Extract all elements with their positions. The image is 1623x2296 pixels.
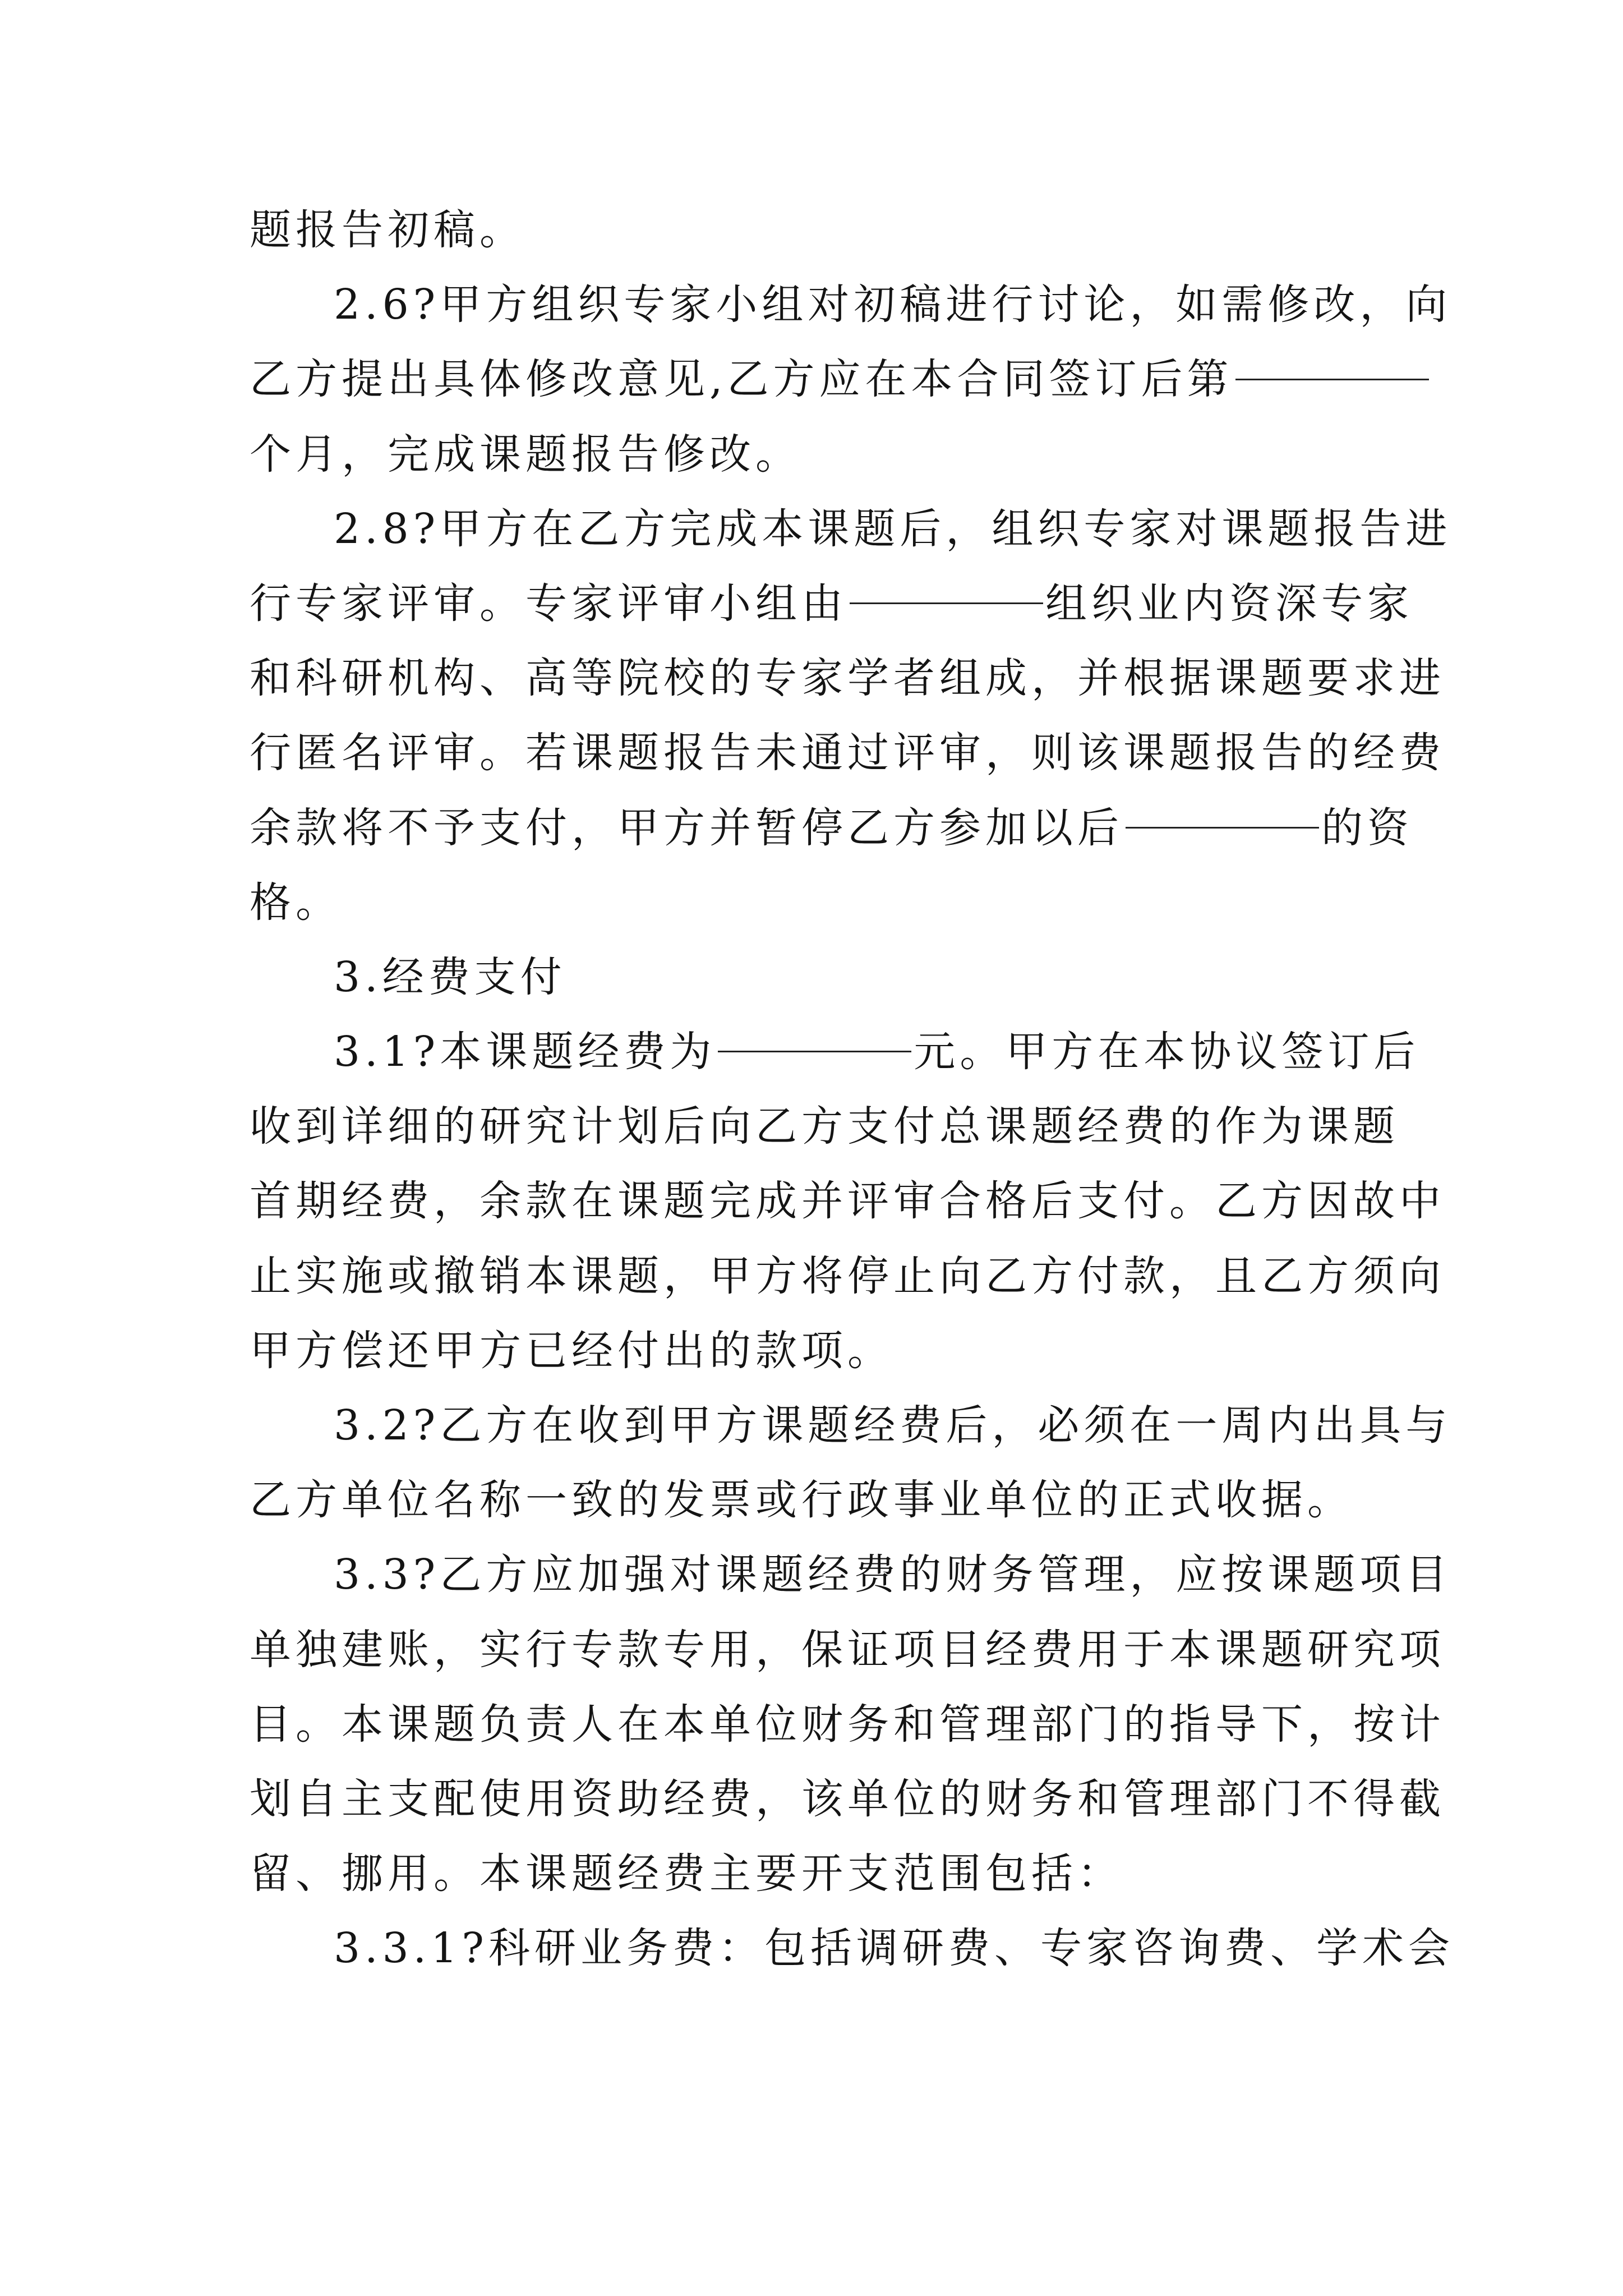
text-line: 题报告初稿。 xyxy=(250,206,525,254)
fill-in-blank xyxy=(718,1050,911,1052)
text-line: 格。 xyxy=(250,878,342,927)
text-line: 余款将不予支付，甲方并暂停乙方参加以后 的资 xyxy=(250,803,1413,852)
text-line: 止实施或撤销本课题，甲方将停止向乙方付款，且乙方须向 xyxy=(250,1251,1445,1300)
text-line: 甲方偿还甲方已经付出的款项。 xyxy=(250,1326,893,1375)
fill-in-blank xyxy=(850,602,1043,604)
text-line: 首期经费，余款在课题完成并评审合格后支付。乙方因故中 xyxy=(250,1177,1445,1226)
text-line: 行匿名评审。若课题报告未通过评审，则该课题报告的经费 xyxy=(250,729,1445,777)
text-line: 目。本课题负责人在本单位财务和管理部门的指导下，按计 xyxy=(250,1700,1445,1749)
fill-in-blank xyxy=(1235,378,1429,380)
section-heading: 3.经费支付 xyxy=(334,953,566,1001)
fill-in-blank xyxy=(1126,826,1319,829)
text-line: 3.3.1?科研业务费：包括调研费、专家咨询费、学术会 xyxy=(334,1924,1454,1973)
text-line: 2.6?甲方组织专家小组对初稿进行讨论，如需修改，向 xyxy=(334,280,1452,329)
text-line: 3.2?乙方在收到甲方课题经费后，必须在一周内出具与 xyxy=(334,1401,1452,1450)
text-line: 单独建账，实行专款专用，保证项目经费用于本课题研究项 xyxy=(250,1625,1445,1674)
text-line: 3.1?本课题经费为 元。甲方在本协议签订后 xyxy=(334,1028,1420,1076)
text-line: 个月，完成课题报告修改。 xyxy=(250,430,801,478)
text-line: 乙方单位名称一致的发票或行政事业单位的正式收据。 xyxy=(250,1476,1353,1525)
text-line: 和科研机构、高等院校的专家学者组成，并根据课题要求进 xyxy=(250,654,1445,703)
text-line: 留、挪用。本课题经费主要开支范围包括： xyxy=(250,1849,1123,1898)
text-line: 2.8?甲方在乙方完成本课题后，组织专家对课题报告进 xyxy=(334,504,1452,553)
text-line: 划自主支配使用资助经费，该单位的财务和管理部门不得截 xyxy=(250,1774,1445,1823)
document-body xyxy=(250,193,1454,1986)
text-line: 收到详细的研究计划后向乙方支付总课题经费的作为课题 xyxy=(250,1102,1399,1151)
text-line: 3.3?乙方应加强对课题经费的财务管理，应按课题项目 xyxy=(334,1550,1452,1599)
text-line: 乙方提出具体修改意见,乙方应在本合同签订后第 xyxy=(250,342,1388,417)
text-line: 行专家评审。专家评审小组由 组织业内资深专家 xyxy=(250,579,1413,628)
